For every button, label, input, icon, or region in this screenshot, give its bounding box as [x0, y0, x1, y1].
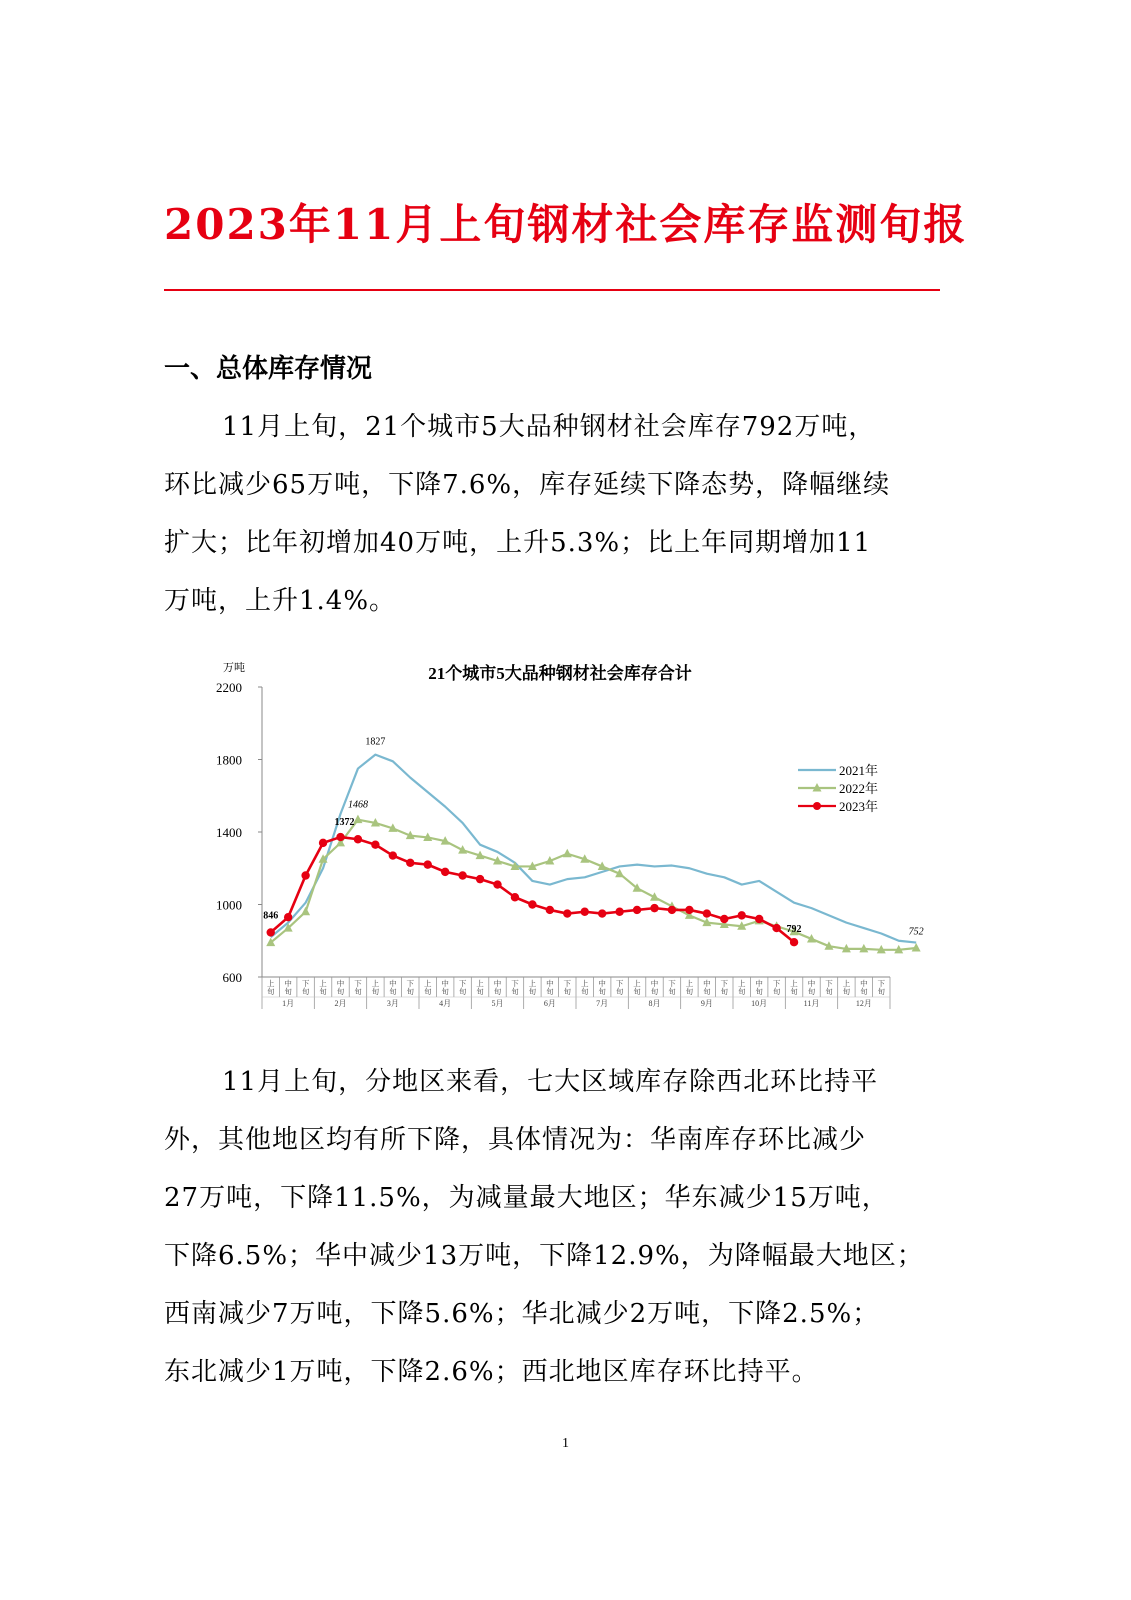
point-marker — [424, 860, 432, 868]
x-month-label: 10月 — [751, 999, 768, 1008]
point-marker — [772, 924, 780, 932]
legend-label: 2022年 — [839, 781, 879, 796]
x-period-label: 上旬 — [319, 979, 327, 996]
point-marker — [563, 849, 572, 858]
point-marker — [598, 909, 606, 917]
x-period-label: 上旬 — [371, 979, 380, 996]
x-period-label: 上旬 — [685, 979, 694, 996]
x-period-label: 中旬 — [284, 979, 292, 996]
point-marker — [703, 909, 711, 917]
paragraph-line: 万吨，上升1.4%。 — [164, 586, 397, 616]
point-marker — [755, 915, 763, 923]
point-marker — [790, 938, 798, 946]
point-marker — [738, 911, 746, 919]
point-marker — [284, 913, 292, 921]
point-marker — [301, 907, 310, 916]
y-axis-unit: 万吨 — [223, 662, 245, 674]
inventory-line-chart — [200, 650, 924, 1020]
x-period-label: 上旬 — [476, 979, 484, 996]
x-period-label: 下旬 — [772, 979, 781, 996]
chart-title: 21个城市5大品种钢材社会库存合计 — [428, 664, 692, 683]
point-marker — [668, 906, 676, 914]
point-marker — [615, 908, 623, 916]
x-period-label: 下旬 — [563, 979, 572, 996]
y-tick-label: 1000 — [216, 897, 242, 913]
series-line-1 — [271, 755, 916, 943]
point-marker — [720, 915, 728, 923]
paragraph-line: 环比减少65万吨，下降7.6%，库存延续下降态势，降幅继续 — [164, 470, 891, 500]
x-period-label: 中旬 — [755, 979, 763, 996]
point-marker — [528, 900, 536, 908]
x-period-label: 中旬 — [546, 979, 554, 996]
point-marker — [563, 909, 571, 917]
x-month-label: 2月 — [334, 999, 347, 1008]
point-marker — [389, 851, 397, 859]
point-marker — [511, 893, 519, 901]
x-period-label: 上旬 — [528, 979, 537, 996]
paragraph-overall — [164, 398, 964, 630]
x-month-label: 5月 — [491, 999, 504, 1008]
y-tick-label: 600 — [222, 970, 242, 985]
point-marker — [685, 906, 693, 914]
point-marker — [441, 868, 449, 876]
x-period-label: 中旬 — [860, 979, 868, 996]
point-marker — [267, 928, 275, 936]
x-month-label: 4月 — [439, 999, 452, 1008]
point-marker — [406, 859, 414, 867]
point-marker — [458, 871, 466, 879]
data-label: 792 — [786, 924, 802, 936]
paragraph-line: 11月上旬，分地区来看，七大区域库存除西北环比持平 — [222, 1067, 879, 1097]
x-period-label: 下旬 — [720, 979, 729, 996]
paragraph-line: 外，其他地区均有所下降，具体情况为：华南库存环比减少 — [164, 1125, 867, 1155]
legend-marker — [813, 802, 821, 810]
point-marker — [371, 840, 379, 848]
x-period-label: 下旬 — [458, 979, 467, 996]
data-label: 846 — [263, 910, 279, 922]
x-month-label: 3月 — [386, 999, 399, 1008]
x-period-label: 上旬 — [423, 979, 432, 996]
x-period-label: 下旬 — [668, 979, 676, 996]
x-period-label: 上旬 — [842, 979, 851, 996]
x-period-label: 中旬 — [336, 979, 345, 996]
y-tick-label: 1800 — [216, 752, 242, 768]
x-month-label: 6月 — [543, 999, 556, 1008]
x-period-label: 下旬 — [406, 979, 415, 996]
document-title: 2023年11月上旬钢材社会库存监测旬报 — [164, 200, 968, 249]
point-marker — [319, 839, 327, 847]
x-period-label: 下旬 — [354, 979, 362, 996]
data-label: 1468 — [347, 799, 368, 811]
chart-svg — [200, 650, 924, 1020]
point-marker — [546, 906, 554, 914]
paragraph-line: 27万吨，下降11.5%，为减量最大地区；华东减少15万吨， — [164, 1183, 889, 1213]
x-period-label: 上旬 — [633, 979, 641, 996]
y-tick-label: 1400 — [216, 825, 242, 840]
x-period-label: 中旬 — [807, 979, 816, 996]
x-period-label: 中旬 — [389, 979, 397, 996]
x-period-label: 上旬 — [737, 979, 746, 996]
x-month-label: 11月 — [803, 999, 820, 1008]
point-marker — [354, 835, 362, 843]
x-month-label: 1月 — [282, 999, 295, 1008]
x-period-label: 中旬 — [703, 979, 711, 996]
x-period-label: 上旬 — [266, 979, 275, 996]
legend-label: 2023年 — [839, 799, 879, 814]
x-period-label: 上旬 — [790, 979, 798, 996]
point-marker — [581, 908, 589, 916]
data-label: 752 — [908, 926, 924, 938]
data-label: 1827 — [365, 736, 386, 748]
paragraph-line: 东北减少1万吨，下降2.6%；西北地区库存环比持平。 — [164, 1357, 819, 1387]
page-number: 1 — [562, 1436, 569, 1451]
title-divider — [164, 289, 940, 291]
x-period-label: 下旬 — [825, 979, 833, 996]
x-period-label: 下旬 — [877, 979, 886, 996]
section-heading: 一、总体库存情况 — [164, 354, 373, 384]
series-line-3 — [271, 837, 794, 942]
paragraph-line: 西南减少7万吨，下降5.6%；华北减少2万吨，下降2.5%； — [164, 1299, 880, 1329]
x-period-label: 中旬 — [650, 979, 659, 996]
data-label: 1372 — [334, 817, 355, 829]
y-tick-label: 2200 — [216, 680, 242, 695]
point-marker — [353, 815, 362, 824]
x-period-label: 下旬 — [301, 979, 310, 996]
point-marker — [650, 904, 658, 912]
x-period-label: 中旬 — [598, 979, 606, 996]
paragraph-line: 11月上旬，21个城市5大品种钢材社会库存792万吨， — [222, 412, 876, 442]
point-marker — [633, 906, 641, 914]
x-month-label: 9月 — [700, 999, 713, 1008]
x-month-label: 8月 — [648, 999, 661, 1008]
x-period-label: 上旬 — [580, 979, 589, 996]
x-period-label: 下旬 — [615, 979, 624, 996]
x-period-label: 中旬 — [441, 979, 449, 996]
paragraph-line: 下降6.5%；华中减少13万吨，下降12.9%，为降幅最大地区； — [164, 1241, 924, 1271]
series-line-2 — [271, 820, 916, 950]
x-period-label: 中旬 — [493, 979, 502, 996]
x-month-label: 7月 — [596, 999, 609, 1008]
point-marker — [493, 880, 501, 888]
x-period-label: 下旬 — [511, 979, 519, 996]
paragraph-regions — [164, 1053, 964, 1401]
paragraph-line: 扩大；比年初增加40万吨，上升5.3%；比上年同期增加11 — [164, 528, 872, 558]
x-month-label: 12月 — [855, 999, 872, 1008]
point-marker — [336, 833, 344, 841]
point-marker — [476, 875, 484, 883]
point-marker — [301, 871, 309, 879]
legend-label: 2021年 — [839, 763, 879, 778]
